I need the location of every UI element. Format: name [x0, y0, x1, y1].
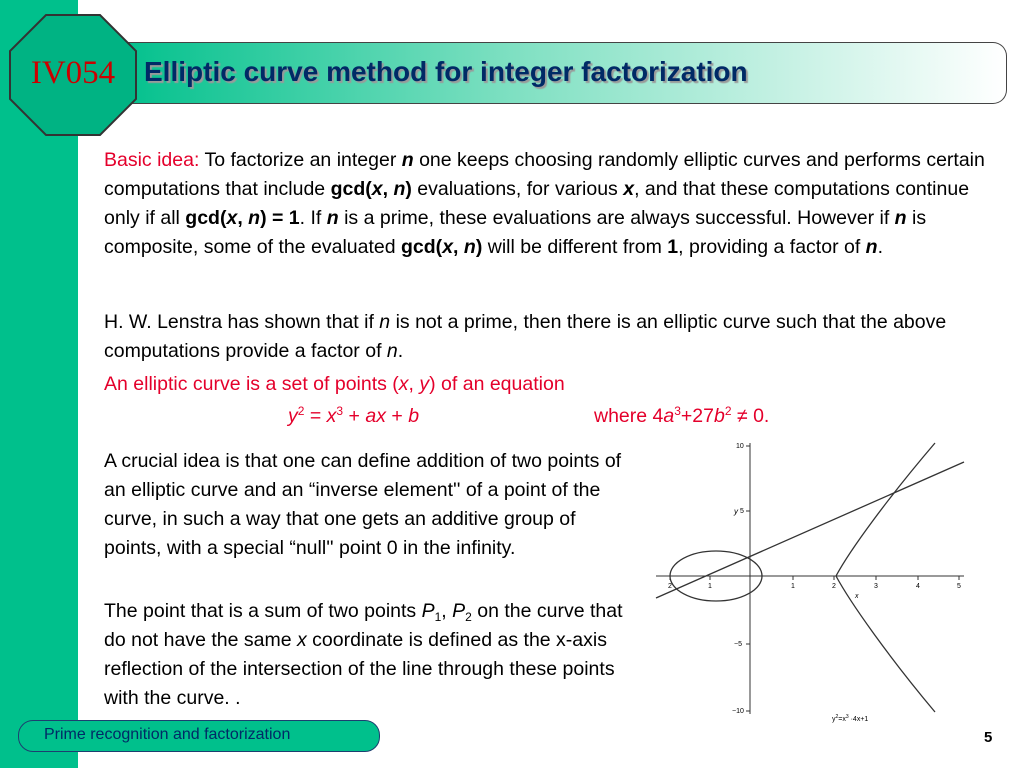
curve-equation: $y^2 = x^3$ + ax + b [288, 404, 420, 427]
course-badge [8, 13, 138, 137]
sum-paragraph: The point that is a sum of two points $P_1$, $P_2$ on the curve that do not have the same x coordinate is defined as the x-axis reflection of the intersection of the line through these points with the curve. . [104, 600, 623, 709]
curve-definition: An elliptic curve is a set of points (x, y) of an equation [104, 373, 565, 395]
y-axis-label: y [734, 507, 738, 516]
discriminant-condition: where $4a^3+27b^2 \ne 0$. [594, 404, 770, 427]
lenstra-paragraph: H. W. Lenstra has shown that if n is not a prime, then there is an elliptic curve such that the above computations provide a factor of n. [104, 311, 947, 362]
x-tick-label: 2 [668, 583, 672, 590]
x-axis-label: x [855, 593, 859, 600]
footer-label: Prime recognition and factorization [44, 726, 291, 743]
intro-paragraph: Basic idea: To factorize an integer n one keeps choosing randomly elliptic curves and performs certain computations that include gcd(x, n) evaluations, for various x, and that these computations continue only if all gcd(x, n) = 1. If n is a prime, these evaluations are always successful. However if n is composite, some of the evaluated gcd(x, n) will be different from 1, providing a factor of n. [104, 149, 985, 258]
addition-paragraph: A crucial idea is that one can define addition of two points of an elliptic curve and an “inverse element'' of a point of the curve, in such a way that one gets an additive group of points, with a special “null'' point 0 in the infinity. [104, 450, 622, 559]
course-code: IV054 [30, 55, 116, 91]
curve-branch [836, 443, 935, 712]
y-tick-label: 10 [736, 443, 744, 450]
x-tick-label: 2 [832, 583, 836, 590]
x-tick-label: 1 [708, 583, 712, 590]
page-number: 5 [984, 729, 993, 746]
elliptic-curve-graph [648, 440, 970, 726]
slide-title: Elliptic curve method for integer factorization [144, 56, 748, 87]
x-tick-label: 1 [791, 583, 795, 590]
graph-caption: $y^2=x^3 \cdot 4x+1$ [832, 714, 869, 723]
x-tick-label: 3 [874, 583, 878, 590]
intro-lead: Basic idea: [104, 149, 200, 171]
x-tick-label: 5 [957, 583, 961, 590]
graph-svg [648, 440, 970, 726]
y-tick-label: −5 [734, 641, 742, 648]
x-tick-label: 4 [916, 583, 920, 590]
y-tick-label: −10 [732, 708, 744, 715]
y-tick-label: 5 [740, 508, 744, 515]
